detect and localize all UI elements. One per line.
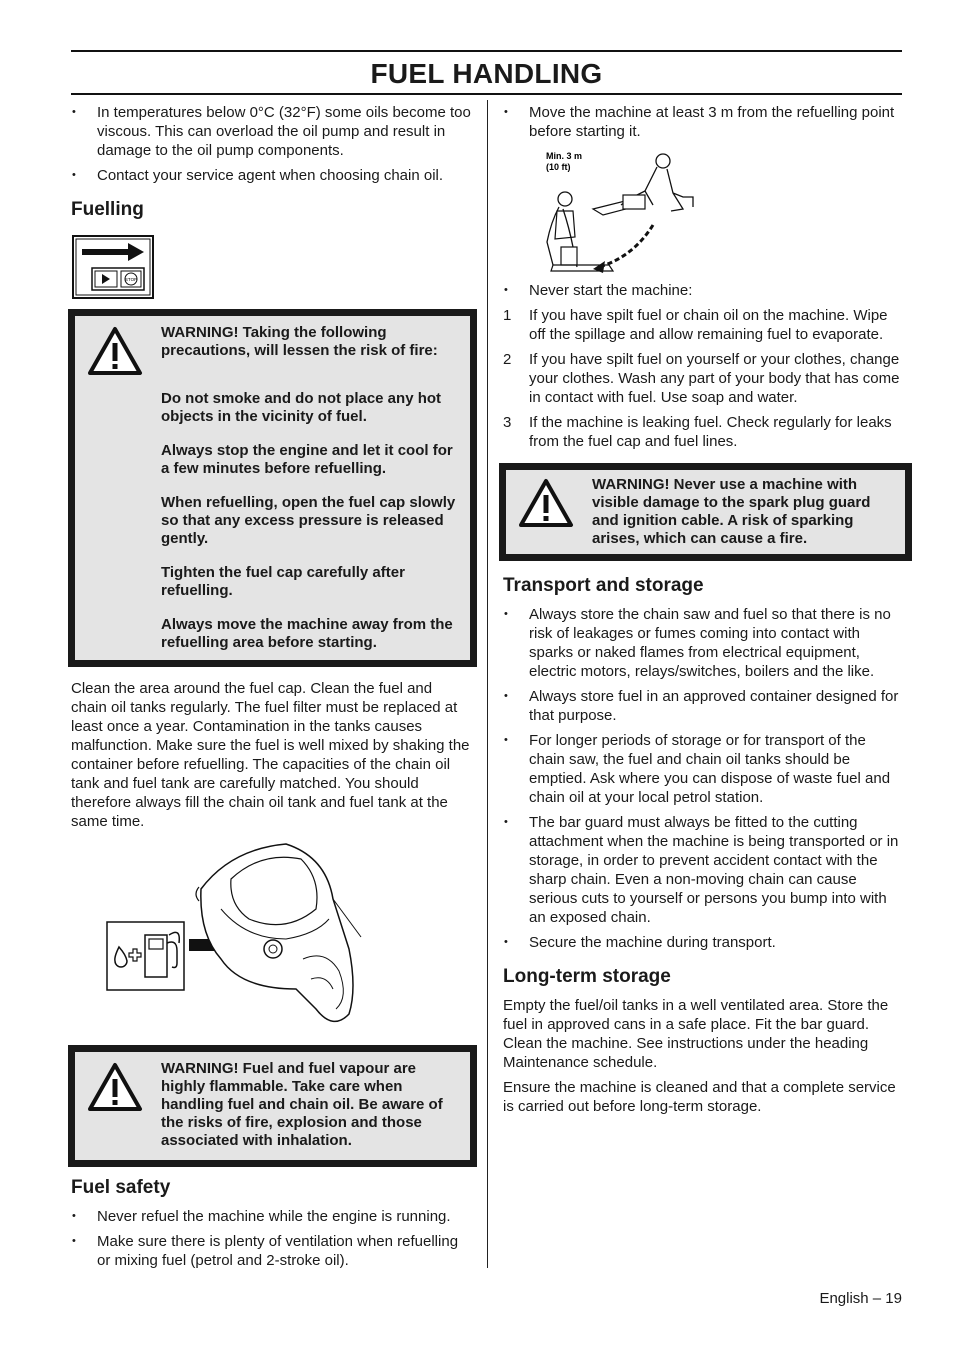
left-column: [71, 103, 471, 1276]
fuelling-heading: Fuelling: [71, 199, 144, 220]
fuelling-paragraph: Clean the area around the fuel cap. Clean the fuel and chain oil tanks regularly. The fuel filter must be replaced at least once a year. Contamination in the tanks causes malfunction. Make sure the fuel is well mixed by shaking the container before refuelling. The capacities of the chain oil tank and fuel tank are carefully matched. You should therefore always fill the chain oil tank and fuel tank at the same time.: [71, 680, 470, 830]
distance-label-imperial: (10 ft): [546, 162, 571, 172]
item-text: If you have spilt fuel or chain oil on the machine. Wipe off the spillage and allow remaining fuel to evaporate.: [529, 307, 888, 343]
title-rule: [71, 93, 902, 95]
warning-text: WARNING! Never use a machine with visible damage to the spark plug guard and ignition cable. A risk of sparking arises, which can cause a fire.: [592, 476, 871, 547]
list-item: • Contact your service agent when choosing chain oil.: [71, 166, 471, 185]
fuel-safety-bullet-list: [71, 1207, 471, 1270]
page-header: [71, 50, 902, 95]
warning-text: Always stop the engine and let it cool for a few minutes before refuelling.: [161, 442, 453, 477]
list-item: • Move the machine at least 3 m from the refuelling point before starting it.: [503, 103, 903, 141]
stop-engine-symbol: [72, 235, 154, 299]
spark-plug-warning: [499, 463, 912, 561]
page-footer: English – 19: [819, 1290, 902, 1307]
item-text: If you have spilt fuel on yourself or your clothes, change your clothes. Wash any part of your body that has come in contact with fuel. Use soap and water.: [529, 351, 900, 406]
transport-heading: Transport and storage: [503, 575, 704, 596]
fire-precautions-warning: [68, 309, 477, 667]
warning-triangle-icon: [518, 478, 574, 528]
numbered-item: [503, 413, 903, 451]
warning-triangle-icon: [87, 326, 143, 376]
distance-illustration: [533, 147, 733, 275]
warning-text: Do not smoke and do not place any hot objects in the vicinity of fuel.: [161, 390, 442, 425]
item-number: 3: [503, 414, 512, 431]
never-start-conditions-list: [503, 306, 903, 451]
never-start-bullet-list: [503, 281, 903, 300]
list-item: • For longer periods of storage or for transport of the chain saw, the fuel and chain oil tanks should be emptied. Ask where you can dispose of waste fuel and chain oil at your local petrol station.: [503, 731, 903, 807]
list-item: • Make sure there is plenty of ventilation when refuelling or mixing fuel (petrol and 2-stroke oil).: [71, 1232, 471, 1270]
warning-triangle-icon: [87, 1062, 143, 1112]
list-item: • Never start the machine:: [503, 281, 903, 300]
transport-bullet-list: [503, 605, 903, 952]
stop-label: STOP: [124, 277, 138, 282]
numbered-item: [503, 350, 903, 407]
list-item: • Secure the machine during transport.: [503, 933, 903, 952]
move-bullet-list: [503, 103, 903, 141]
item-number: 1: [503, 307, 512, 324]
warning-text: Always move the machine away from the refuelling area before starting.: [161, 616, 453, 651]
fuel-safety-heading: Fuel safety: [71, 1177, 171, 1198]
list-item: • The bar guard must always be fitted to the cutting attachment when the machine is being transported or in storage, in order to prevent accident contact with the sharp chain. Even a non-moving chain can cause serious cuts to yourself or persons you bump into with an exposed chain.: [503, 813, 903, 927]
warning-text: Tighten the fuel cap carefully after refuelling.: [161, 564, 405, 599]
warning-text: When refuelling, open the fuel cap slowly so that any excess pressure is released gently.: [161, 494, 456, 547]
warning-text: WARNING! Fuel and fuel vapour are highly flammable. Take care when handling fuel and chain oil. Be aware of the risks of fire, explosion and those associated with inhalation.: [161, 1060, 443, 1149]
list-item: • Always store fuel in an approved container designed for that purpose.: [503, 687, 903, 725]
column-divider: [487, 100, 488, 1268]
refuelling-illustration: [71, 839, 471, 1039]
intro-bullet-list: [71, 103, 471, 185]
fuel-vapour-warning: [68, 1045, 477, 1167]
longterm-paragraph: Ensure the machine is cleaned and that a complete service is carried out before long-term storage.: [503, 1079, 896, 1115]
numbered-item: [503, 306, 903, 344]
page-title: FUEL HANDLING: [370, 58, 603, 89]
warning-text: WARNING! Taking the following precautions, will lessen the risk of fire:: [161, 324, 438, 359]
list-item: • Never refuel the machine while the engine is running.: [71, 1207, 471, 1226]
list-item: • Always store the chain saw and fuel so that there is no risk of leakages or fumes coming into contact with sparks or naked flames from electrical equipment, electric motors, relays/switches, boilers and the like.: [503, 605, 903, 681]
longterm-heading: Long-term storage: [503, 966, 671, 987]
right-column: [503, 103, 903, 1122]
distance-label: Min. 3 m: [546, 151, 583, 161]
item-text: If the machine is leaking fuel. Check regularly for leaks from the fuel cap and fuel lines.: [529, 414, 892, 450]
list-item: • In temperatures below 0°C (32°F) some oils become too viscous. This can overload the oil pump and result in damage to the oil pump components.: [71, 103, 471, 160]
longterm-paragraph: Empty the fuel/oil tanks in a well ventilated area. Store the fuel in approved cans in a safe place. Fit the bar guard. Clean the machine. See instructions under the heading Maintenance schedule.: [503, 997, 889, 1071]
item-number: 2: [503, 351, 512, 368]
